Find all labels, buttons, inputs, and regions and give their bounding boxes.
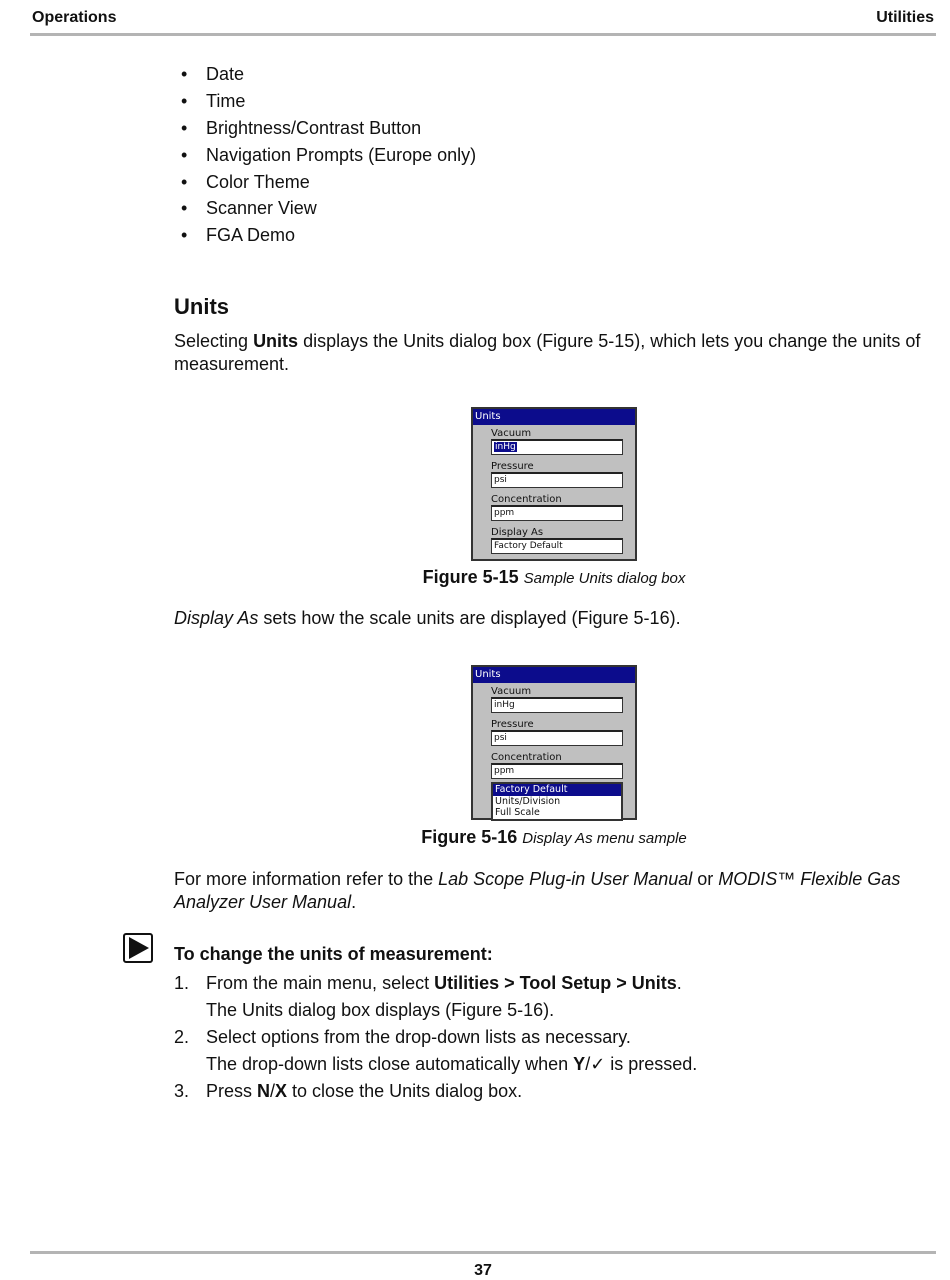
bold-term: Units <box>253 331 299 351</box>
pressure-label: Pressure <box>491 461 534 472</box>
text: to close the Units dialog box. <box>287 1081 523 1101</box>
step-text: Select options from the drop-down lists as necessary. <box>206 1027 631 1047</box>
text: The drop-down lists close automatically when <box>206 1054 574 1074</box>
list-item: • Time <box>174 88 476 115</box>
text: or <box>692 869 719 889</box>
concentration-field[interactable]: ppm <box>491 763 623 779</box>
menu-path: Utilities > Tool Setup > Units <box>434 973 677 993</box>
header-right: Utilities <box>876 9 934 26</box>
list-item: • Color Theme <box>174 169 476 196</box>
dropdown-option[interactable]: Full Scale <box>495 807 540 818</box>
text: Selecting <box>174 331 254 351</box>
text: /✓ is pressed. <box>585 1054 698 1074</box>
header-rule <box>30 33 936 36</box>
figure-caption <box>0 567 950 588</box>
dropdown-option[interactable]: Units/Division <box>495 795 561 807</box>
section-title: Units <box>174 294 229 319</box>
concentration-field[interactable]: ppm <box>491 505 623 521</box>
step-text <box>206 1078 697 1105</box>
text: . <box>676 973 682 993</box>
units-dialog-figure-5-15 <box>471 407 637 561</box>
pressure-field[interactable]: psi <box>491 730 623 746</box>
paragraph-display-as <box>174 607 924 630</box>
list-item: • Navigation Prompts (Europe only) <box>174 142 476 169</box>
display-as-dropdown-list[interactable] <box>491 782 623 821</box>
list-item: • Date <box>174 61 476 88</box>
concentration-label: Concentration <box>491 494 562 505</box>
pressure-label: Pressure <box>491 719 534 730</box>
text: sets how the scale units are displayed (Figure 5-16). <box>258 608 681 628</box>
concentration-label: Concentration <box>491 752 562 763</box>
vacuum-label: Vacuum <box>491 428 532 439</box>
step-text <box>206 970 697 997</box>
vacuum-field[interactable] <box>491 439 623 455</box>
list-item: • FGA Demo <box>174 222 476 249</box>
manual-title: MODIS™ Flexible Gas Analyzer User Manual <box>174 869 901 912</box>
list-item: • Brightness/Contrast Button <box>174 115 476 142</box>
procedure-arrow-icon <box>123 933 153 963</box>
figure-number: Figure 5-15 <box>422 567 519 587</box>
text: For more information refer to the <box>174 869 439 889</box>
procedure-title: To change the units of measurement: <box>174 944 493 964</box>
key-name: X <box>275 1081 288 1101</box>
step-item <box>174 1024 697 1078</box>
vacuum-label: Vacuum <box>491 686 532 697</box>
header-left: Operations <box>32 9 117 26</box>
paragraph-units-intro <box>174 330 924 376</box>
text: From the main menu, select <box>206 973 435 993</box>
step-number: 2. <box>174 1027 190 1047</box>
step-number: 3. <box>174 1081 190 1101</box>
step-result <box>206 1051 697 1078</box>
list-item: • Scanner View <box>174 195 476 222</box>
italic-term: Display As <box>174 608 259 628</box>
key-name: N <box>257 1081 271 1101</box>
step-item <box>174 1078 697 1105</box>
paragraph-more-info <box>174 868 924 914</box>
step-item <box>174 970 697 1024</box>
key-name: Y <box>573 1054 586 1074</box>
units-dialog-figure-5-16 <box>471 665 637 820</box>
text: Press <box>206 1081 258 1101</box>
display-as-field[interactable]: Factory Default <box>491 538 623 554</box>
text: . <box>351 892 357 912</box>
figure-text: Display As menu sample <box>522 830 687 847</box>
bullet-list <box>174 61 476 249</box>
text: / <box>270 1081 276 1101</box>
figure-text: Sample Units dialog box <box>523 570 686 587</box>
text: displays the Units dialog box (Figure 5-15), which lets you change the units of measurement. <box>174 331 921 374</box>
dropdown-option[interactable]: Factory Default <box>493 784 621 796</box>
figure-number: Figure 5-16 <box>421 827 518 847</box>
footer-rule <box>30 1251 936 1254</box>
page-number: 37 <box>474 1262 492 1279</box>
step-result: The Units dialog box displays (Figure 5-16). <box>206 1000 555 1020</box>
step-number: 1. <box>174 973 190 993</box>
dialog-title: Units <box>473 409 635 425</box>
selected-value: inHg <box>495 442 516 452</box>
dialog-title: Units <box>473 667 635 683</box>
figure-caption <box>0 827 950 848</box>
pressure-field[interactable]: psi <box>491 472 623 488</box>
display-as-label: Display As <box>491 527 544 538</box>
manual-title: Lab Scope Plug-in User Manual <box>438 869 693 889</box>
procedure-steps <box>174 970 697 1105</box>
vacuum-field[interactable]: inHg <box>491 697 623 713</box>
